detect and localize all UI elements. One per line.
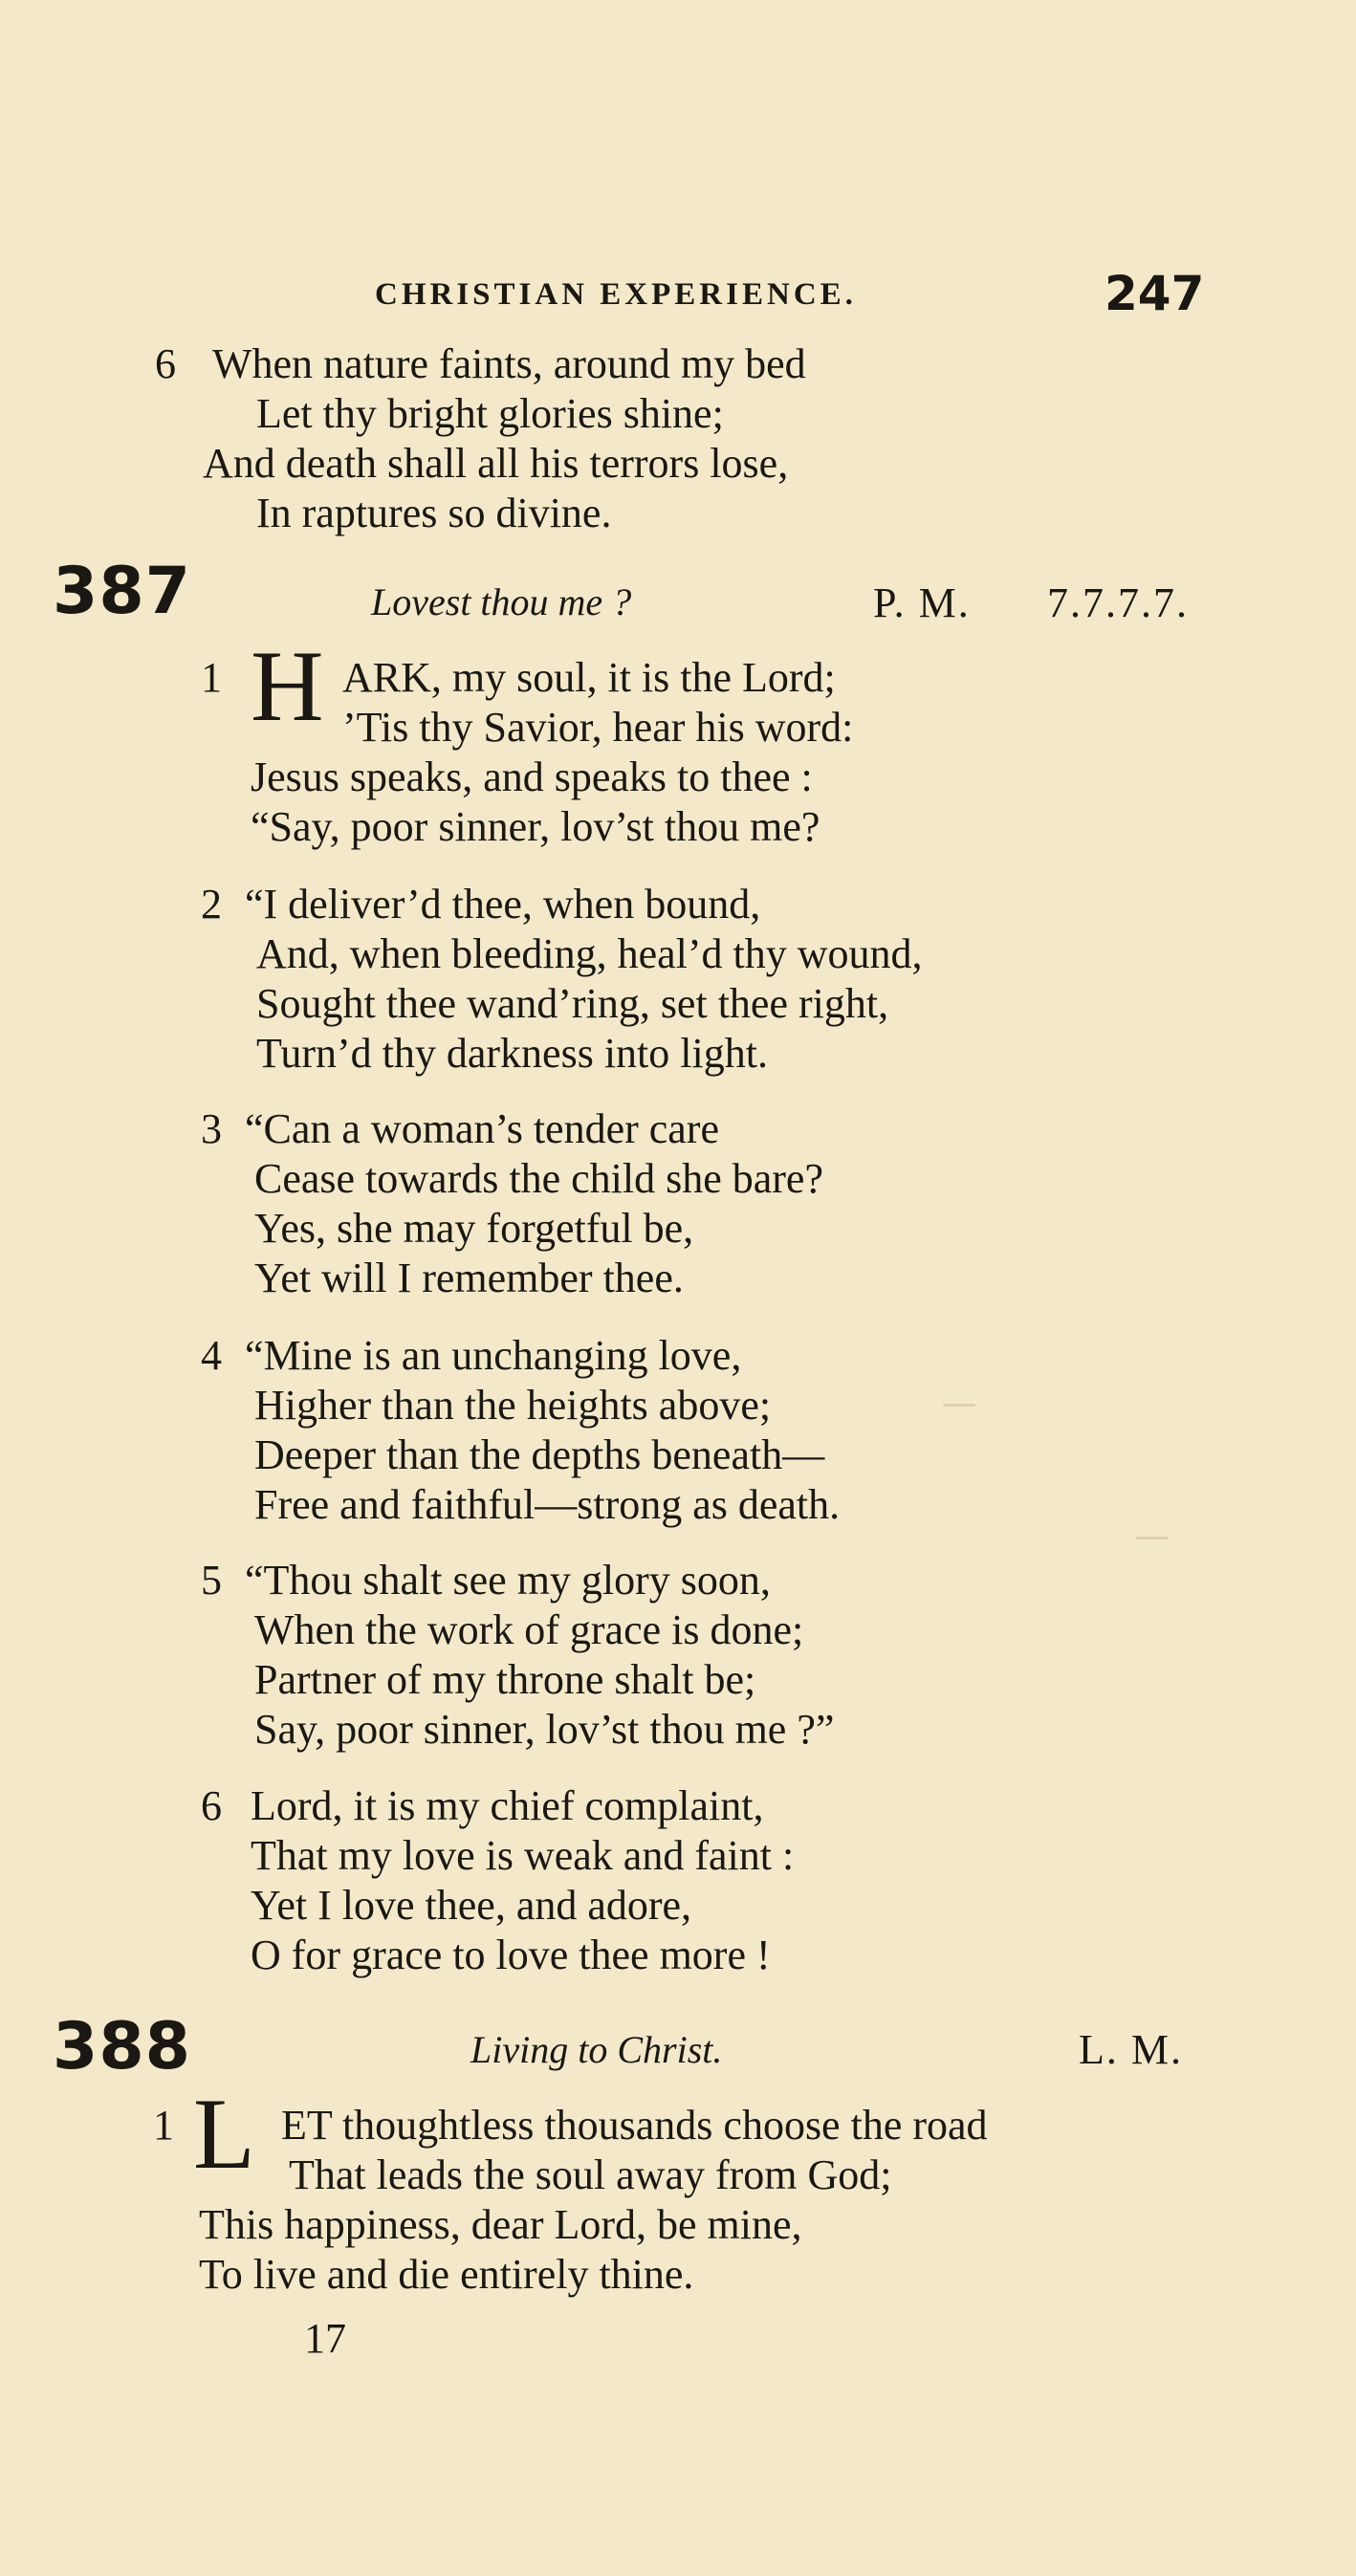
hymn-title: Living to Christ. xyxy=(470,2028,723,2071)
stanza-number: 1 xyxy=(201,654,222,701)
print-smudge xyxy=(1136,1537,1169,1539)
verse-line: “I deliver’d thee, when bound, xyxy=(245,881,761,928)
verse-line: ’Tis thy Savior, hear his word: xyxy=(342,704,854,751)
stanza-number: 5 xyxy=(201,1557,222,1604)
verse-line: Jesus speaks, and speaks to thee : xyxy=(251,753,813,800)
drop-cap: H xyxy=(251,630,324,742)
verse-line: ET thoughtless thousands choose the road xyxy=(281,2102,988,2149)
verse-line: Partner of my throne shalt be; xyxy=(254,1656,756,1703)
meter: 7.7.7.7. xyxy=(1047,579,1189,626)
verse-line: And death shall all his terrors lose, xyxy=(203,440,789,487)
stanza-number: 3 xyxy=(201,1105,222,1152)
stanza-number: 2 xyxy=(201,881,222,928)
drop-cap: L xyxy=(193,2078,255,2190)
running-title: CHRISTIAN EXPERIENCE. xyxy=(375,277,857,312)
hymn-number: 388 xyxy=(53,2009,191,2085)
stanza-number: 1 xyxy=(153,2102,174,2149)
verse-line: When the work of grace is done; xyxy=(254,1606,804,1653)
verse-line: Sought thee wand’ring, set thee right, xyxy=(256,980,889,1027)
verse-line: Deeper than the depths beneath— xyxy=(254,1431,825,1478)
verse-line: Cease towards the child she bare? xyxy=(254,1155,823,1202)
verse-line: Higher than the heights above; xyxy=(254,1382,772,1429)
verse-line: When nature faints, around my bed xyxy=(212,340,806,387)
meter: L. M. xyxy=(1079,2026,1183,2073)
verse-line: “Can a woman’s tender care xyxy=(245,1105,719,1152)
verse-line: ARK, my soul, it is the Lord; xyxy=(342,654,836,701)
signature-mark: 17 xyxy=(304,2315,346,2362)
verse-line: Yet will I remember thee. xyxy=(254,1255,684,1301)
hymn-title: Lovest thou me ? xyxy=(371,580,632,623)
verse-line: “Say, poor sinner, lov’st thou me? xyxy=(251,803,820,850)
verse-line: “Mine is an unchanging love, xyxy=(245,1332,742,1379)
stanza-number: 4 xyxy=(201,1332,222,1379)
verse-line: That my love is weak and faint : xyxy=(251,1832,795,1879)
verse-line: That leads the soul away from God; xyxy=(289,2151,892,2198)
verse-line: Yet I love thee, and adore, xyxy=(251,1882,692,1929)
verse-line: “Thou shalt see my glory soon, xyxy=(245,1557,771,1604)
print-smudge xyxy=(943,1404,975,1407)
verse-line: Say, poor sinner, lov’st thou me ?” xyxy=(254,1706,835,1753)
verse-line: This happiness, dear Lord, be mine, xyxy=(199,2201,802,2248)
meter-label: P. M. xyxy=(873,579,971,626)
stanza-number: 6 xyxy=(201,1782,222,1829)
verse-line: Lord, it is my chief complaint, xyxy=(251,1782,764,1829)
verse-line: In raptures so divine. xyxy=(256,490,612,536)
verse-line: Turn’d thy darkness into light. xyxy=(256,1030,768,1077)
page-number: 247 xyxy=(1104,266,1205,321)
verse-line: Let thy bright glories shine; xyxy=(256,390,724,437)
hymn-number: 387 xyxy=(53,554,191,629)
stanza-number: 6 xyxy=(155,340,176,387)
verse-line: O for grace to love thee more ! xyxy=(251,1932,771,1978)
verse-line: Yes, she may forgetful be, xyxy=(254,1205,694,1252)
verse-line: Free and faithful—strong as death. xyxy=(254,1481,841,1528)
verse-line: To live and die entirely thine. xyxy=(199,2251,694,2298)
verse-line: And, when bleeding, heal’d thy wound, xyxy=(256,930,923,977)
